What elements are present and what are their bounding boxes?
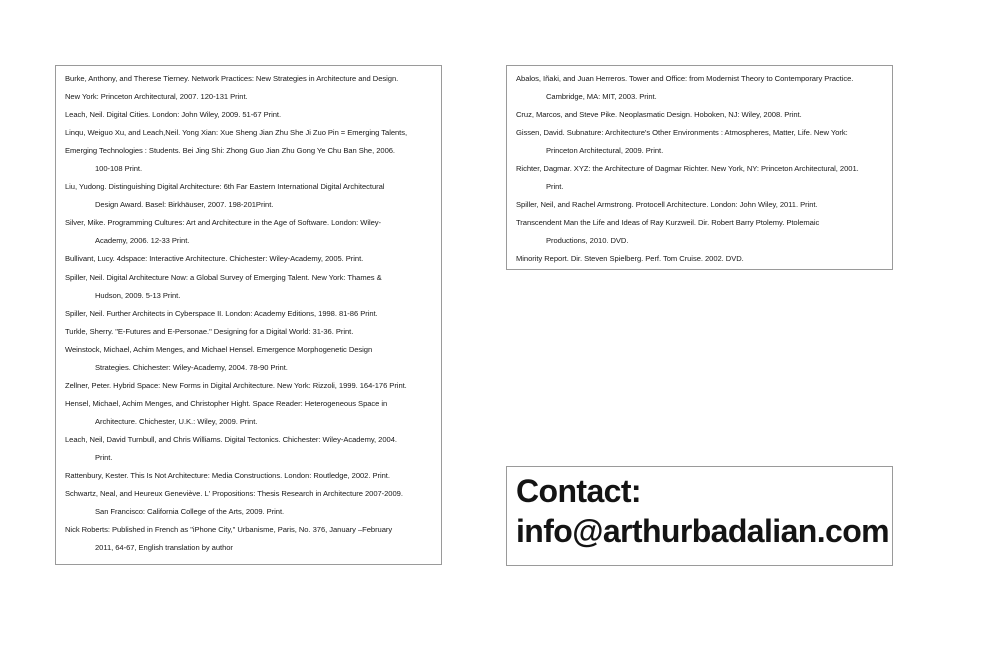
contact-heading: Contact: [516,473,641,509]
bibliography-entry [65,305,441,323]
bibliography-entry [65,214,441,250]
bibliography-entry-line: Linqu, Weiguo Xu, and Leach,Neil. Yong Xian: Xue Sheng Jian Zhu She Ji Zuo Pin = Emerging Talents, [65,128,408,138]
bibliography-entry [65,323,441,341]
bibliography-entry-line: Liu, Yudong. Distinguishing Digital Architecture: 6th Far Eastern International Digital Architectural [65,182,385,192]
bibliography-entry-continuation: Academy, 2006. 12-33 Print. [95,236,190,246]
bibliography-entry [65,142,441,178]
bibliography-entry [65,395,441,431]
bibliography-entry [65,178,441,214]
bibliography-entry-line: Bullivant, Lucy. 4dspace: Interactive Architecture. Chichester: Wiley-Academy, 2005. Print. [65,254,364,264]
bibliography-entry-line: Silver, Mike. Programming Cultures: Art and Architecture in the Age of Software. London: Wiley- [65,218,382,228]
bibliography-entry [65,377,441,395]
bibliography-entry-continuation: 100-108 Print. [95,164,143,174]
bibliography-entry-line: Richter, Dagmar. XYZ: the Architecture of Dagmar Richter. New York, NY: Princeton Architectural, 2001. [516,164,859,174]
bibliography-entry [65,269,441,305]
bibliography-entry-line: Schwartz, Neal, and Heureux Geneviève. L' Propositions: Thesis Research in Architecture 2007-2009. [65,489,403,499]
bibliography-entry [65,341,441,377]
bibliography-entry-continuation: Hudson, 2009. 5-13 Print. [95,290,181,300]
bibliography-left-panel [55,65,442,565]
contact-panel [506,466,893,566]
bibliography-entry-line: Weinstock, Michael, Achim Menges, and Michael Hensel. Emergence Morphogenetic Design [65,344,373,354]
bibliography-entry-line: Cruz, Marcos, and Steve Pike. Neoplasmatic Design. Hoboken, NJ: Wiley, 2008. Print. [516,110,802,120]
bibliography-entry-line: Zellner, Peter. Hybrid Space: New Forms in Digital Architecture. New York: Rizzoli, 1999. 164-176 Print. [65,380,407,390]
bibliography-entry-line: Leach, Neil, David Turnbull, and Chris Williams. Digital Tectonics. Chichester: Wiley-Academy, 2004. [65,434,397,444]
bibliography-entry-continuation: Print. [95,452,113,462]
bibliography-entry [516,124,892,160]
bibliography-entry-line: Gissen, David. Subnature: Architecture's Other Environments : Atmospheres, Matter, Life. New York: [516,128,848,138]
bibliography-entry-line: Spiller, Neil. Further Architects in Cyberspace II. London: Academy Editions, 1998. 81-86 Print. [65,308,378,318]
bibliography-entry-line: Emerging Technologies : Students. Bei Jing Shi: Zhong Guo Jian Zhu Gong Ye Chu Ban She, 2006. [65,146,395,156]
bibliography-entry [65,250,441,268]
bibliography-entry-continuation: Design Award. Basel: Birkhäuser, 2007. 198-201Print. [95,200,274,210]
bibliography-entry-line: Abalos, Iñaki, and Juan Herreros. Tower and Office: from Modernist Theory to Contemporary Practice. [516,74,854,83]
bibliography-entry [65,106,441,124]
bibliography-entry [516,250,892,268]
bibliography-entry [65,124,441,142]
bibliography-entry-continuation: Print. [546,182,564,192]
bibliography-entry [65,70,441,88]
bibliography-entry [65,485,441,521]
bibliography-entry-line: Spiller, Neil, and Rachel Armstrong. Protocell Architecture. London: John Wiley, 2011. Print. [516,200,818,210]
bibliography-entry [516,160,892,196]
bibliography-entry [516,70,892,106]
bibliography-entry-line: Rattenbury, Kester. This Is Not Architecture: Media Constructions. London: Routledge, 2002. Print. [65,471,390,481]
bibliography-entry [65,431,441,467]
bibliography-entry-continuation: 2011, 64-67, English translation by author [95,543,233,553]
bibliography-entry-line: New York: Princeton Architectural, 2007. 120-131 Print. [65,92,248,102]
bibliography-entry-continuation: Cambridge, MA: MIT, 2003. Print. [546,92,657,102]
bibliography-entry-continuation: Productions, 2010. DVD. [546,236,629,246]
bibliography-entry-continuation: Strategies. Chichester: Wiley-Academy, 2004. 78-90 Print. [95,362,288,372]
bibliography-entry-line: Nick Roberts: Published in French as "iPhone City," Urbanisme, Paris, No. 376, January –February [65,525,393,535]
bibliography-entry-continuation: Architecture. Chichester, U.K.: Wiley, 2009. Print. [95,416,258,426]
bibliography-entry-line: Turkle, Sherry. "E-Futures and E-Personae." Designing for a Digital World: 31-36. Print. [65,326,354,336]
bibliography-entry-line: Hensel, Michael, Achim Menges, and Christopher Hight. Space Reader: Heterogeneous Space in [65,398,388,408]
bibliography-entry [65,88,441,106]
bibliography-entry [516,196,892,214]
bibliography-entry-line: Leach, Neil. Digital Cities. London: John Wiley, 2009. 51-67 Print. [65,110,282,120]
bibliography-entry-line: Minority Report. Dir. Steven Spielberg. Perf. Tom Cruise. 2002. DVD. [516,254,744,264]
bibliography-entry-line: Spiller, Neil. Digital Architecture Now: a Global Survey of Emerging Talent. New York: Thames & [65,272,382,282]
bibliography-entry-continuation: San Francisco: California College of the Arts, 2009. Print. [95,507,285,517]
bibliography-entry-continuation: Princeton Architectural, 2009. Print. [546,146,664,156]
bibliography-right-panel [506,65,893,270]
contact-email: info@arthurbadalian.com [516,513,889,549]
bibliography-entry-line: Transcendent Man the Life and Ideas of Ray Kurzweil. Dir. Robert Barry Ptolemy. Ptolemaic [516,218,820,228]
bibliography-entry [65,467,441,485]
bibliography-entry [65,521,441,557]
bibliography-entry [516,106,892,124]
bibliography-entry [516,214,892,250]
bibliography-entry-line: Burke, Anthony, and Therese Tierney. Network Practices: New Strategies in Architecture and Design. [65,74,399,83]
